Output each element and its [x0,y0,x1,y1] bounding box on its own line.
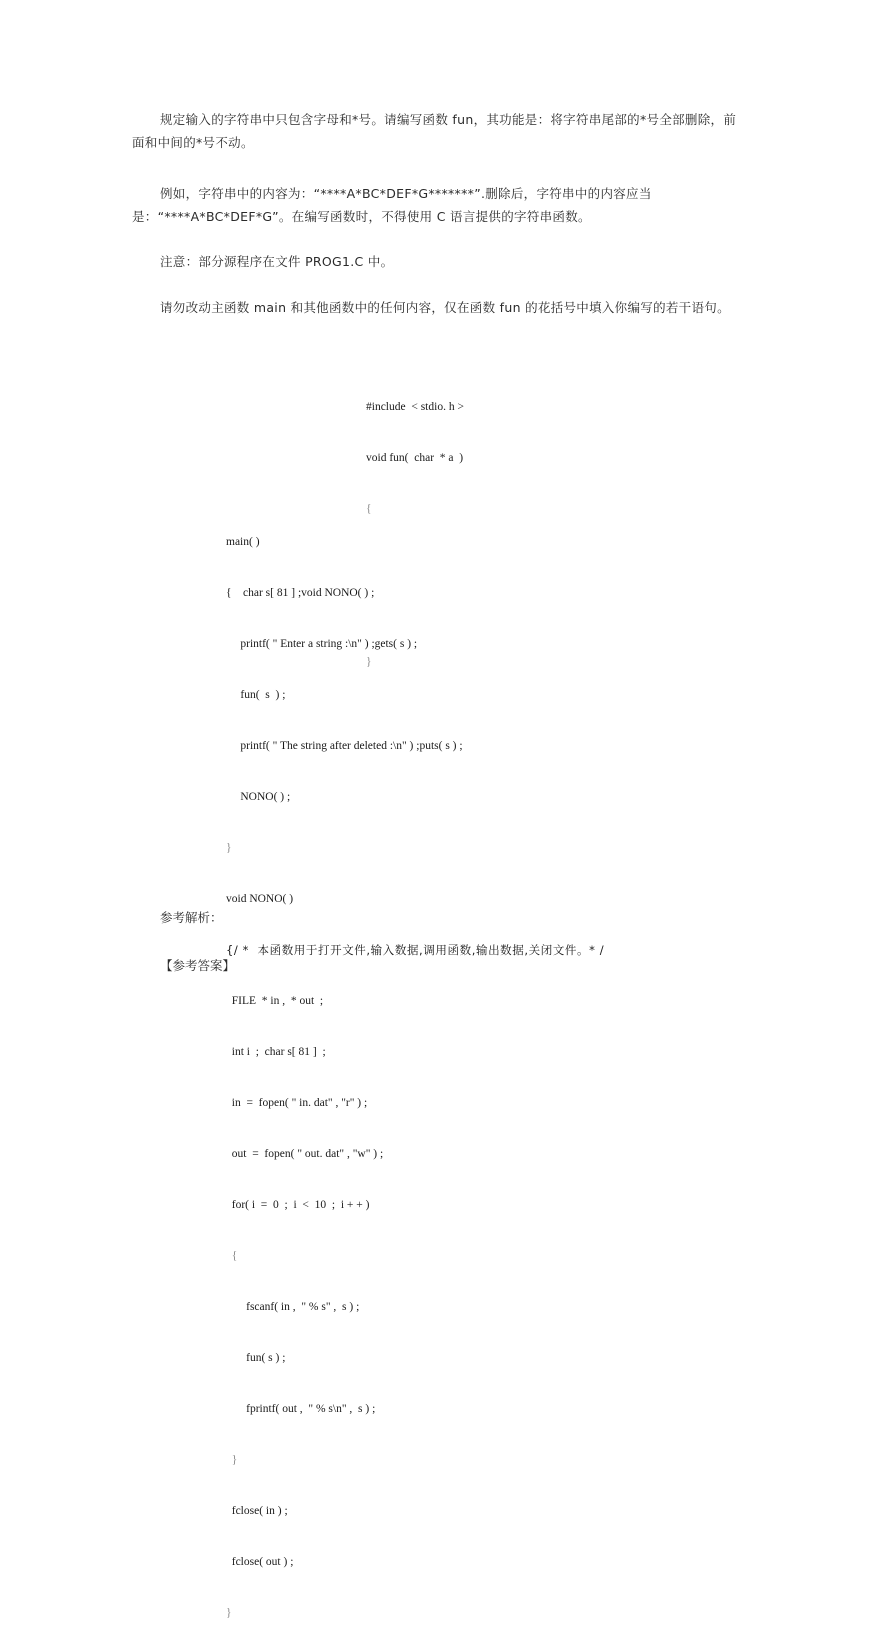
code-line: } [226,1607,232,1619]
example-paragraph: 例如，字符串中的内容为：“****A*BC*DEF*G*******”.删除后，字符串中的内容应当是：“****A*BC*DEF*G”。在编写函数时，不得使用 C 语言提供的字符串函数。 [132,186,652,224]
code-comment-line: {/ * 本函数用于打开文件,输入数据,调用函数,输出数据,关闭文件。* / [226,943,605,957]
code-line: #include < stdio. h > [366,401,464,413]
code-line: in = fopen( " in. dat" , "r" ) ; [226,1097,368,1109]
code-line: fprintf( out , " % s\n" , s ) ; [226,1403,376,1415]
code-line: } [366,656,372,668]
reference-label: 参考解析： [160,910,223,925]
code-line: int i ; char s[ 81 ] ; [226,1046,326,1058]
code-line: { [366,503,372,515]
code-line: NONO( ) ; [226,791,291,803]
code-line: printf( " The string after deleted :\n" ) ;puts( s ) ; [226,740,463,752]
problem-description: 规定输入的字符串中只包含字母和*号。请编写函数 fun，其功能是：将字符串尾部的*号全部删除，前面和中间的*号不动。 [132,112,737,150]
code-line: fscanf( in , " % s" , s ) ; [226,1301,360,1313]
code-line: fclose( in ) ; [226,1505,288,1517]
code-line: main( ) [226,536,260,548]
answer-label: 【参考答案】 [160,958,236,973]
code-line: printf( " Enter a string :\n" ) ;gets( s ) ; [226,638,418,650]
code-line: fun( s ) ; [226,689,286,701]
code-line: out = fopen( " out. dat" , "w" ) ; [226,1148,384,1160]
code-line: fun( s ) ; [226,1352,286,1364]
note-paragraph: 注意：部分源程序在文件 PROG1.C 中。 [160,254,394,269]
code-line: void NONO( ) [226,893,294,905]
code-line: fclose( out ) ; [226,1556,294,1568]
code-line: FILE * in , * out ; [226,995,324,1007]
code-line: } [226,842,232,854]
code-line: for( i = 0 ; i < 10 ; i + + ) [226,1199,370,1211]
code-line: void fun( char * a ) [366,452,464,464]
code-line: { char s[ 81 ] ;void NONO( ) ; [226,587,375,599]
instruction-paragraph: 请勿改动主函数 main 和其他函数中的任何内容，仅在函数 fun 的花括号中填入你编写的若干语句。 [160,300,730,315]
code-line: { [226,1250,238,1262]
code-line: } [226,1454,238,1466]
code-block-main [226,500,604,1639]
